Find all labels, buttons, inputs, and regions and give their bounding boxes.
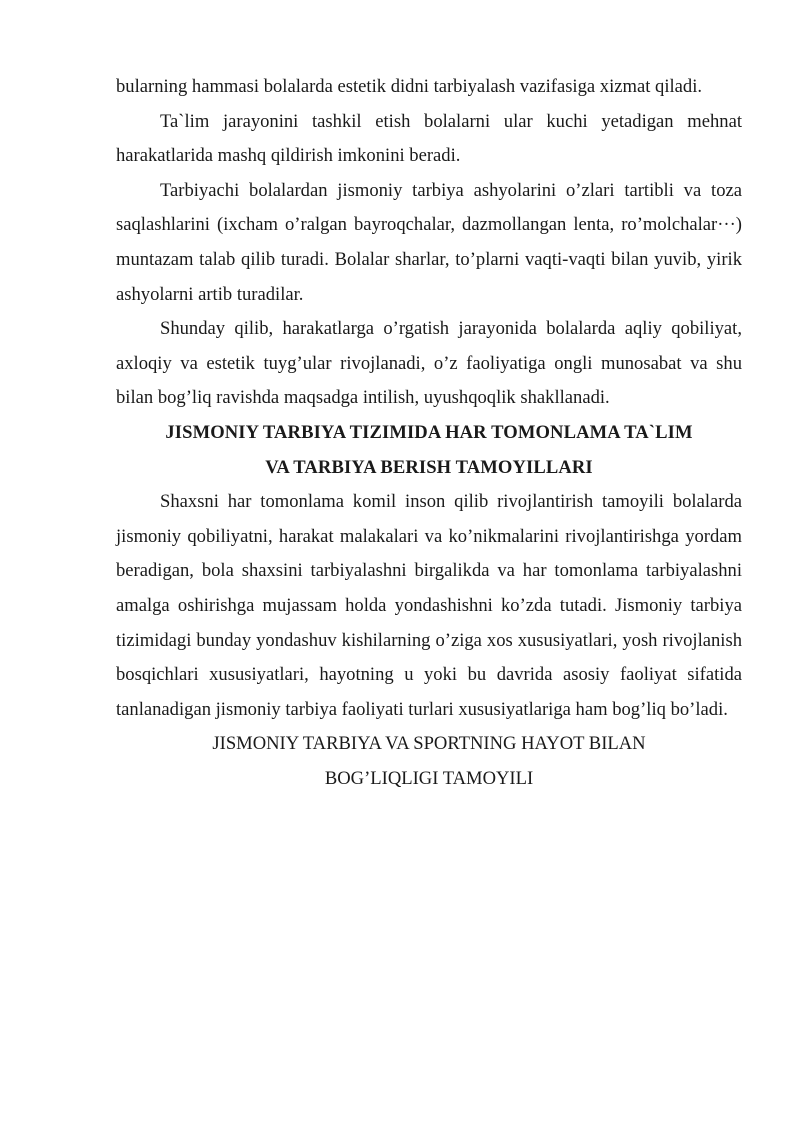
document-page [116,70,742,796]
paragraph-5: Shaxsni har tomonlama komil inson qilib rivojlantirish tamoyili bolalarda jismoniy qobiliyatni, harakat malakalari va ko’nikmalarini rivojlantirishga yordam beradigan, bola shaxsini tarbiyalashni birgalikda va har tomonlama tarbiyalashni amalga oshirishga mujassam holda yondashishni ko’zda tutadi. Jismoniy tarbiya tizimidagi bunday yondashuv kishilarning o’ziga xos xususiyatlari, yosh rivojlanish bosqichlari xususiyatlari, hayotning u yoki bu davrida asosiy faoliyat sifatida tanlanadigan jismoniy tarbiya faoliyati turlari xususiyatlariga ham bog’liq bo’ladi. [116,491,742,720]
paragraph-3: Tarbiyachi bolalardan jismoniy tarbiya ashyolarini o’zlari tartibli va toza saqlashlarini (ixcham o’ralgan bayroqchalar, dazmollangan lenta, ro’molchalar···) muntazam talab qilib turadi. Bolalar sharlar, to’plarni vaqti-vaqti bilan yuvib, yirik ashyolarni artib turadilar. [116,179,742,305]
section-heading-life-connection [116,727,742,796]
paragraph-4: Shunday qilib, harakatlarga o’rgatish jarayonida bolalarda aqliy qobiliyat, axloqiy va estetik tuyg’ular rivojlanadi, o’z faoliyatiga ongli munosabat va shu bilan bog’liq ravishda maqsadga intilish, uyushqoqlik shakllanadi. [116,318,742,409]
paragraph-2: Ta`lim jarayonini tashkil etish bolalarni ular kuchi yetadigan mehnat harakatlarida mashq qildirish imkonini beradi. [116,110,742,167]
section-heading-line-2: VA TARBIYA BERISH TAMOYILLARI [265,456,593,478]
paragraph-1: bularning hammasi bolalarda estetik didni tarbiyalash vazifasiga xizmat qiladi. [116,76,703,97]
section-heading-line-1: JISMONIY TARBIYA TIZIMIDA HAR TOMONLAMA TA`LIM [165,421,693,443]
section-heading-principles [116,416,742,485]
section-heading-2-line-1: JISMONIY TARBIYA VA SPORTNING HAYOT BILAN [212,733,646,755]
section-heading-2-line-2: BOG’LIQLIGI TAMOYILI [324,767,534,789]
